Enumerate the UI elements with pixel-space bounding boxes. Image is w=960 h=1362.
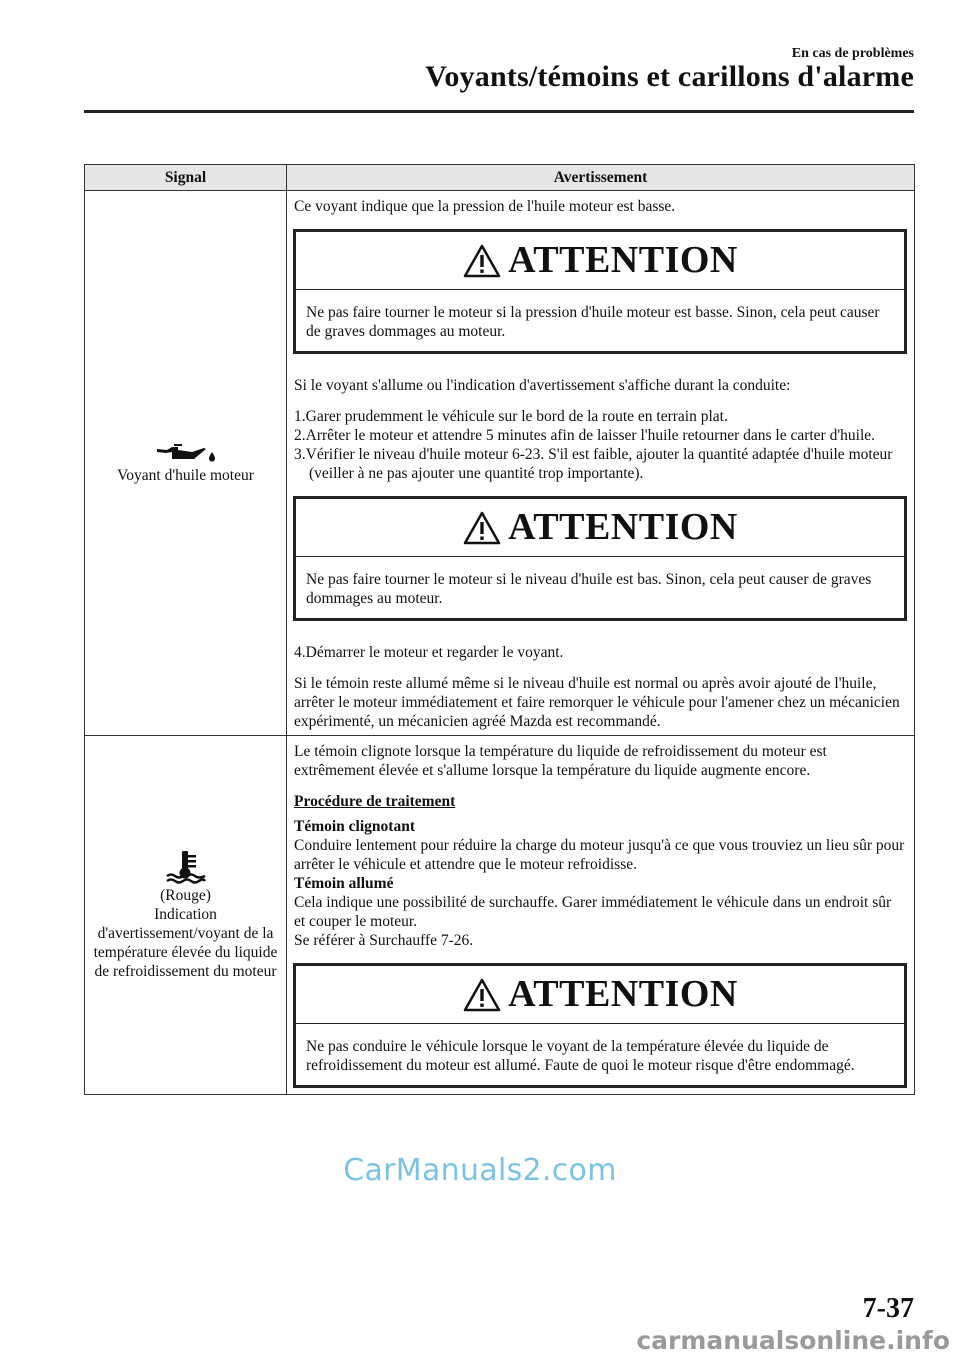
caution-text: Ne pas faire tourner le moteur si la pression d'huile moteur est basse. Sinon, cela peut causer de graves dommages au moteur. <box>306 304 880 340</box>
caution-header <box>296 499 904 557</box>
warning-triangle-icon <box>462 510 502 546</box>
list-item: 2.Arrêter le moteur et attendre 5 minutes afin de laisser l'huile retourner dans le carter d'huile. <box>294 427 876 444</box>
warning-triangle-icon <box>462 977 502 1013</box>
description-text: Conduire lentement pour réduire la charge du moteur jusqu'à ce que vous trouviez un lieu sûr pour arrêter le véhicule et attendre que le moteur refroidisse. <box>294 837 905 873</box>
watermark-text: carmanualsonline.info <box>636 1326 950 1355</box>
warning-triangle-icon <box>462 243 502 279</box>
description-text: Cela indique une possibilité de surchauffe. Garer immédiatement le véhicule dans un endroit sûr et couper le moteur. <box>294 894 892 930</box>
subheading: Témoin allumé <box>294 875 394 892</box>
list-item: 1.Garer prudemment le véhicule sur le bord de la route en terrain plat. <box>294 408 728 425</box>
warning-cell <box>287 191 915 736</box>
list-item: 3.Vérifier le niveau d'huile moteur 6-23. S'il est faible, ajouter la quantité adaptée d'huile moteur (veiller à ne pas ajouter une quantité trop importante). <box>294 446 893 482</box>
header-divider <box>84 110 914 113</box>
subheading: Témoin clignotant <box>294 818 415 835</box>
caution-box <box>293 496 907 621</box>
description-text: Ce voyant indique que la pression de l'huile moteur est basse. <box>294 198 676 215</box>
caution-title: ATTENTION <box>508 506 738 548</box>
signal-label: Voyant d'huile moteur <box>117 466 254 484</box>
caution-text: Ne pas faire tourner le moteur si le niveau d'huile est bas. Sinon, cela peut causer de graves dommages au moteur. <box>306 571 872 607</box>
column-header-warning: Avertissement <box>287 165 915 191</box>
caution-header <box>296 966 904 1024</box>
steps-list <box>294 407 906 483</box>
procedure-heading: Procédure de traitement <box>294 793 456 810</box>
column-header-signal: Signal <box>85 165 287 191</box>
signal-cell <box>85 191 287 736</box>
signal-label: (Rouge) Indication d'avertissement/voyant de la température élevée du liquide de refroidissement du moteur <box>93 886 278 980</box>
table-row <box>85 736 915 1095</box>
page-title: Voyants/témoins et carillons d'alarme <box>425 60 914 93</box>
table-row <box>85 191 915 736</box>
caution-box <box>293 229 907 354</box>
reference-text: Se référer à Surchauffe 7-26. <box>294 932 474 949</box>
caution-title: ATTENTION <box>508 239 738 281</box>
signal-cell <box>85 736 287 1095</box>
table-header-row <box>85 165 915 191</box>
oil-can-icon <box>154 442 218 464</box>
description-text: Le témoin clignote lorsque la température du liquide de refroidissement du moteur est extrêmement élevée et s'allume lorsque la température du liquide augmente encore. <box>294 743 827 779</box>
caution-title: ATTENTION <box>508 973 738 1015</box>
coolant-temperature-icon <box>163 850 209 884</box>
warning-lights-table <box>84 164 915 1095</box>
caution-header <box>296 232 904 290</box>
description-text: Si le témoin reste allumé même si le niveau d'huile est normal ou après avoir ajouté de l'huile, arrêter le moteur immédiatement et faire remorquer le véhicule pour l'amener chez un mécanicien expérimenté, un mécanicien agréé Mazda est recommandé. <box>294 675 900 730</box>
caution-text: Ne pas conduire le véhicule lorsque le voyant de la température élevée du liquide de refroidissement du moteur est allumé. Faute de quoi le moteur risque d'être endommagé. <box>306 1038 855 1074</box>
description-text: Si le voyant s'allume ou l'indication d'avertissement s'affiche durant la conduite: <box>294 377 791 394</box>
caution-box <box>293 963 907 1088</box>
watermark-text: CarManuals2.com <box>343 1153 617 1188</box>
page-number: 7-37 <box>862 1293 914 1324</box>
list-item: 4.Démarrer le moteur et regarder le voyant. <box>294 644 564 661</box>
warning-cell <box>287 736 915 1095</box>
section-title: En cas de problèmes <box>791 46 914 61</box>
